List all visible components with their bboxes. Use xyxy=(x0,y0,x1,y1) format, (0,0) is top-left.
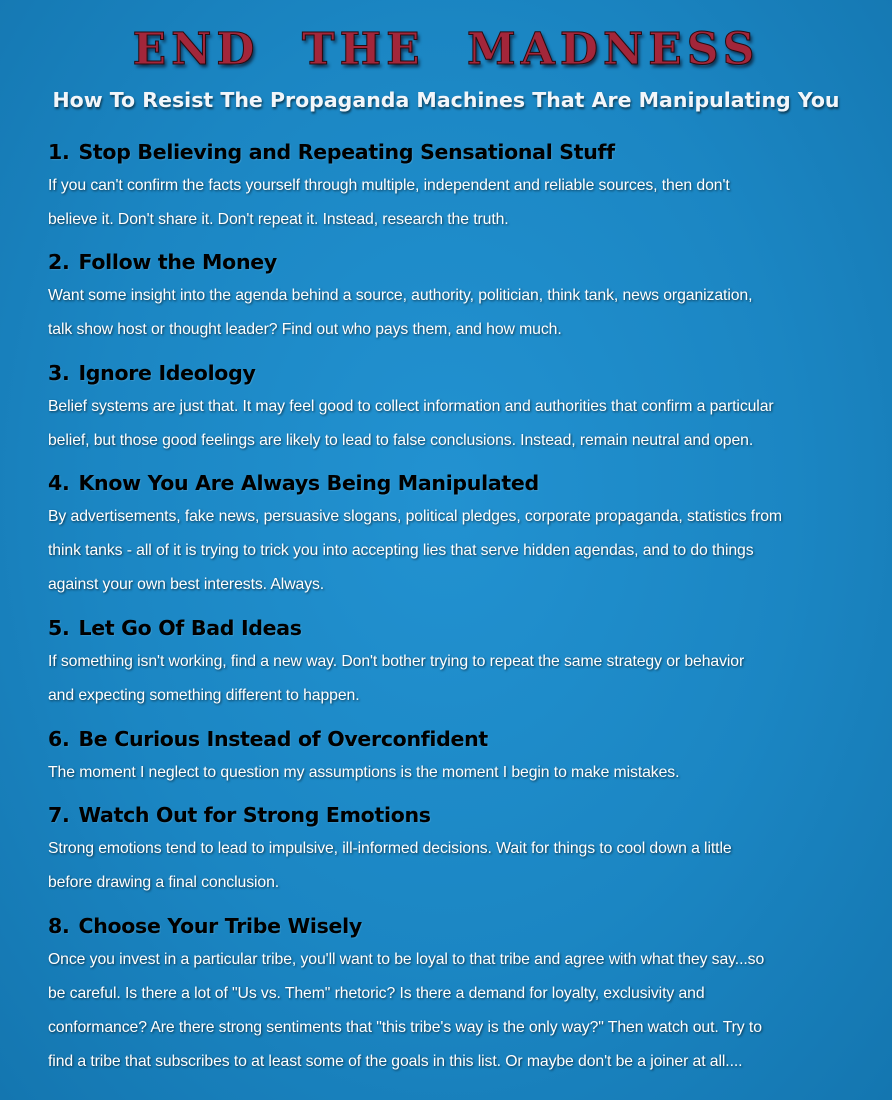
tip-body-line: Want some insight into the agenda behind a source, authority, politician, think tank, news organization, xyxy=(48,287,753,304)
tip-body-line: conformance? Are there strong sentiments that "this tribe's way is the only way?" Then watch out. Try to xyxy=(48,1019,762,1036)
tip-body-line: Strong emotions tend to lead to impulsive, ill-informed decisions. Wait for things to cool down a little xyxy=(48,840,732,857)
tip-title: Ignore Ideology xyxy=(78,361,256,385)
tip-body-line: be careful. Is there a lot of "Us vs. Them" rhetoric? Is there a demand for loyalty, exclusivity and xyxy=(48,985,705,1002)
tip-body-line: belief, but those good feelings are likely to lead to false conclusions. Instead, remain neutral and open. xyxy=(48,432,754,449)
tip-1 xyxy=(48,135,858,237)
tip-body-line: and expecting something different to happen. xyxy=(48,687,360,704)
tip-heading xyxy=(48,245,858,279)
tip-body-line: against your own best interests. Always. xyxy=(48,576,325,593)
tip-number: 1. xyxy=(48,140,70,164)
poster-title: END THE MADNESS xyxy=(132,24,760,75)
tip-title: Be Curious Instead of Overconfident xyxy=(78,727,488,751)
tip-body-line: before drawing a final conclusion. xyxy=(48,874,280,891)
tip-number: 5. xyxy=(48,616,70,640)
tip-body-line: find a tribe that subscribes to at least some of the goals in this list. Or maybe don't be a joiner at all.... xyxy=(48,1053,743,1070)
tip-3 xyxy=(48,356,858,458)
tip-body-line: talk show host or thought leader? Find out who pays them, and how much. xyxy=(48,321,562,338)
tip-body xyxy=(48,943,858,1079)
tip-heading xyxy=(48,722,858,756)
tip-title: Follow the Money xyxy=(78,250,277,274)
tip-heading xyxy=(48,135,858,169)
tip-heading xyxy=(48,466,858,500)
tip-body xyxy=(48,390,858,458)
tip-body xyxy=(48,832,858,900)
tip-title: Choose Your Tribe Wisely xyxy=(78,914,362,938)
tip-body-line: The moment I neglect to question my assumptions is the moment I begin to make mistakes. xyxy=(48,764,680,781)
tip-heading xyxy=(48,909,858,943)
tip-body-line: believe it. Don't share it. Don't repeat it. Instead, research the truth. xyxy=(48,211,509,228)
tip-body xyxy=(48,645,858,713)
poster-subtitle: How To Resist The Propaganda Machines That Are Manipulating You xyxy=(52,88,840,112)
tip-title: Let Go Of Bad Ideas xyxy=(78,616,302,640)
tip-number: 4. xyxy=(48,471,70,495)
tip-body-line: Belief systems are just that. It may feel good to collect information and authorities that confirm a particular xyxy=(48,398,774,415)
tip-4 xyxy=(48,466,858,602)
tip-heading xyxy=(48,798,858,832)
tip-6 xyxy=(48,722,858,790)
tip-5 xyxy=(48,611,858,713)
tip-2 xyxy=(48,245,858,347)
tip-body-line: think tanks - all of it is trying to trick you into accepting lies that serve hidden agendas, and to do things xyxy=(48,542,754,559)
tip-body-line: If something isn't working, find a new way. Don't bother trying to repeat the same strategy or behavior xyxy=(48,653,745,670)
tip-body xyxy=(48,169,858,237)
tip-number: 8. xyxy=(48,914,70,938)
tip-title: Know You Are Always Being Manipulated xyxy=(78,471,539,495)
tip-body-line: Once you invest in a particular tribe, you'll want to be loyal to that tribe and agree with what they say...so xyxy=(48,951,765,968)
tip-number: 3. xyxy=(48,361,70,385)
tip-8 xyxy=(48,909,858,1079)
tip-body xyxy=(48,279,858,347)
tip-number: 7. xyxy=(48,803,70,827)
tip-body-line: By advertisements, fake news, persuasive slogans, political pledges, corporate propaganda, statistics from xyxy=(48,508,782,525)
tip-body xyxy=(48,500,858,602)
tip-7 xyxy=(48,798,858,900)
tip-body xyxy=(48,756,858,790)
tip-heading xyxy=(48,611,858,645)
tip-number: 2. xyxy=(48,250,70,274)
tip-number: 6. xyxy=(48,727,70,751)
tip-title: Stop Believing and Repeating Sensational Stuff xyxy=(78,140,615,164)
tip-heading xyxy=(48,356,858,390)
tip-body-line: If you can't confirm the facts yourself through multiple, independent and reliable sources, then don't xyxy=(48,177,730,194)
tip-title: Watch Out for Strong Emotions xyxy=(78,803,431,827)
